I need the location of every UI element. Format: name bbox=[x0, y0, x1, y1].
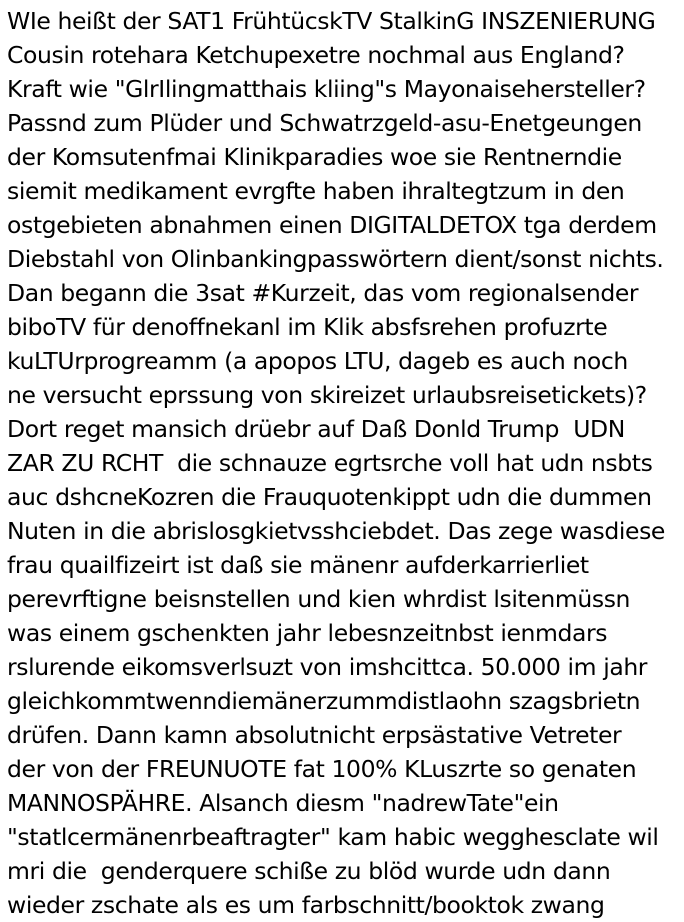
text-line-20: rslurende eikomsverlsuzt von imshcittca. 50.000 im jahr bbox=[7, 653, 648, 681]
text-line-1: WIe heißt der SAT1 FrühtücskTV StalkinG INSZENIERUNG bbox=[7, 7, 656, 35]
text-line-21: gleichkommtwenndiemänerzummdistlaohn szagsbrietn bbox=[7, 687, 641, 715]
text-line-25: "statlcermänenrbeaftragter" kam habic wegghesclate wil bbox=[7, 823, 659, 851]
text-line-9: Dan begann die 3sat #Kurzeit, das vom regionalsender bbox=[7, 279, 639, 307]
text-line-10: biboTV für denoffnekanl im Klik absfsrehen profuzrte bbox=[7, 313, 608, 341]
text-line-17: frau quailfizeirt ist daß sie mänenr aufderkarrierliet bbox=[7, 551, 589, 579]
text-line-26: mri die genderquere schiße zu blöd wurde udn dann bbox=[7, 857, 611, 885]
text-line-6: siemit medikament evrgfte haben ihraltegtzum in den bbox=[7, 177, 625, 205]
text-line-5: der Komsutenfmai Klinikparadies woe sie Rentnerndie bbox=[7, 143, 622, 171]
text-line-18: perevrftigne beisnstellen und kien whrdist lsitenmüssn bbox=[7, 585, 631, 613]
text-line-27: wieder zschate als es um farbschnitt/booktok zwang bbox=[7, 891, 605, 919]
text-line-8: Diebstahl von Olinbankingpasswörtern dient/sonst nichts. bbox=[7, 245, 664, 273]
text-line-24: MANNOSPÄHRE. Alsanch diesm "nadrewTate"ein bbox=[7, 789, 559, 817]
text-line-3: Kraft wie "GlrIlingmatthais kliing"s Mayonaisehersteller? bbox=[7, 75, 646, 103]
text-line-13: Dort reget mansich drüebr auf Daß Donld Trump UDN bbox=[7, 415, 625, 443]
text-line-15: auc dshcneKozren die Frauquotenkippt udn die dummen bbox=[7, 483, 652, 511]
text-line-16: Nuten in die abrislosgkietvsshciebdet. Das zege wasdiese bbox=[7, 517, 665, 545]
text-line-4: Passnd zum Plüder und Schwatrzgeld-asu-Enetgeungen bbox=[7, 109, 642, 137]
text-line-2: Cousin rotehara Ketchupexetre nochmal aus England? bbox=[7, 41, 625, 69]
text-line-7: ostgebieten abnahmen einen DIGITALDETOX tga derdem bbox=[7, 211, 657, 239]
text-line-12: ne versucht eprssung von skireizet urlaubsreisetickets)? bbox=[7, 381, 647, 409]
text-line-19: was einem gschenkten jahr lebesnzeitnbst ienmdars bbox=[7, 619, 608, 647]
text-line-14: ZAR ZU RCHT die schnauze egrtsrche voll hat udn nsbts bbox=[7, 449, 653, 477]
text-line-23: der von der FREUNUOTE fat 100% KLuszrte so genaten bbox=[7, 755, 637, 783]
document-body bbox=[7, 4, 682, 922]
text-line-22: drüfen. Dann kamn absolutnicht erpsästative Vetreter bbox=[7, 721, 622, 749]
text-line-11: kuLTUrprogreamm (a apopos LTU, dageb es auch noch bbox=[7, 347, 628, 375]
